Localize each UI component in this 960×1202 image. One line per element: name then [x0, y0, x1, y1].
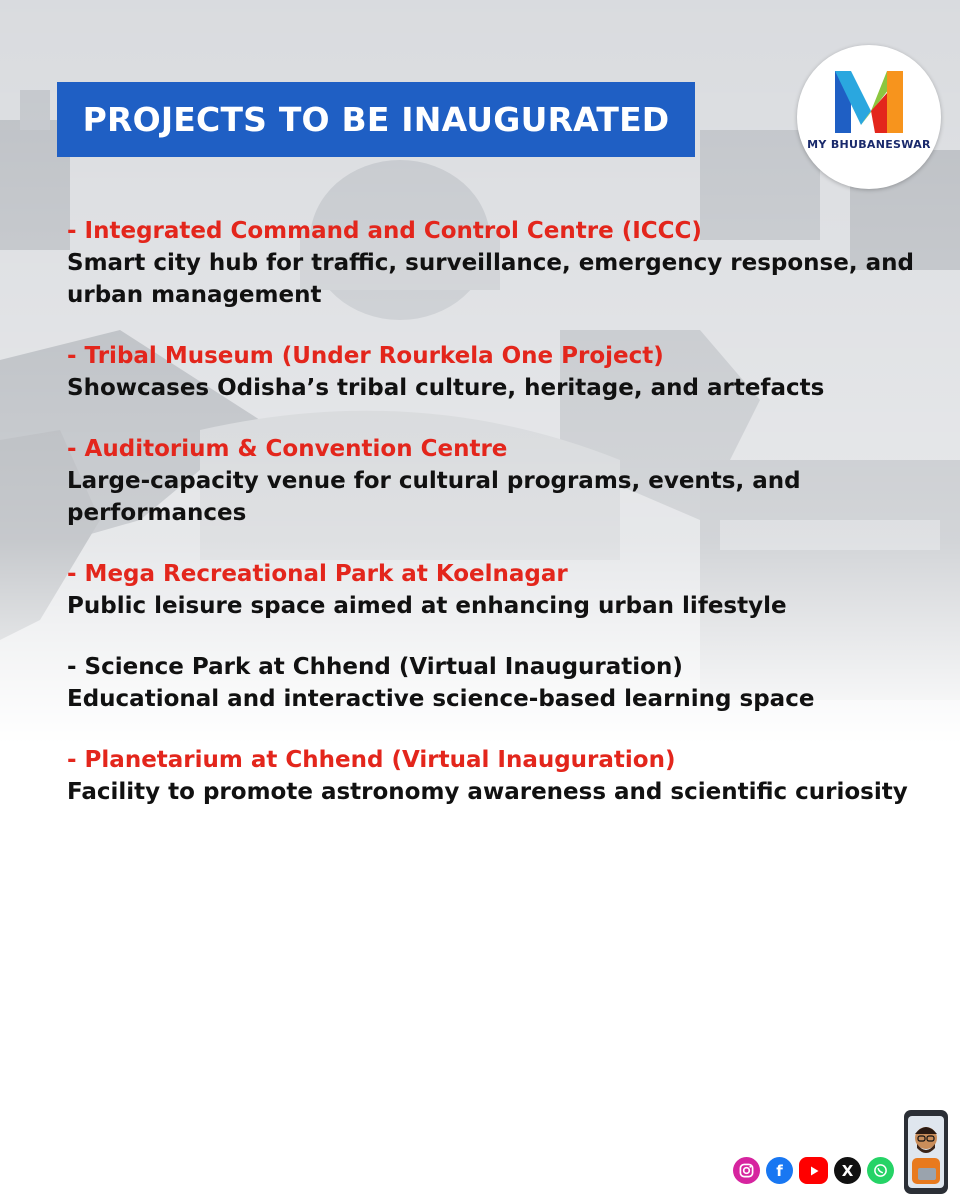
- project-title: - Science Park at Chhend (Virtual Inauguration): [67, 654, 683, 680]
- project-description: Facility to promote astronomy awareness and scientific curiosity: [67, 779, 908, 805]
- project-title: - Planetarium at Chhend (Virtual Inauguration): [67, 747, 676, 773]
- list-item: [67, 651, 937, 715]
- my-bhubaneswar-m-logo-icon: [831, 63, 907, 135]
- brand-logo: [797, 45, 941, 189]
- project-description: Public leisure space aimed at enhancing urban lifestyle: [67, 593, 787, 619]
- instagram-icon[interactable]: [733, 1157, 760, 1184]
- project-description: Smart city hub for traffic, surveillance, emergency response, and urban management: [67, 250, 914, 308]
- facebook-icon[interactable]: [766, 1157, 793, 1184]
- project-description: Showcases Odisha’s tribal culture, heritage, and artefacts: [67, 375, 825, 401]
- project-title: - Mega Recreational Park at Koelnagar: [67, 561, 568, 587]
- list-item: [67, 433, 937, 529]
- whatsapp-icon[interactable]: [867, 1157, 894, 1184]
- x-icon[interactable]: [834, 1157, 861, 1184]
- social-links: [733, 1157, 894, 1185]
- x-glyph: X: [841, 1161, 854, 1180]
- logo-text: MY BHUBANESWAR: [807, 138, 931, 151]
- project-description: Educational and interactive science-based learning space: [67, 686, 815, 712]
- project-title: - Integrated Command and Control Centre (ICCC): [67, 218, 702, 244]
- mascot-illustration: [898, 1108, 954, 1198]
- project-list: [67, 215, 937, 837]
- project-description: Large-capacity venue for cultural programs, events, and performances: [67, 468, 801, 526]
- list-item: [67, 340, 937, 404]
- list-item: [67, 215, 937, 311]
- list-item: [67, 558, 937, 622]
- project-title: - Auditorium & Convention Centre: [67, 436, 508, 462]
- youtube-icon[interactable]: [799, 1157, 828, 1184]
- project-title: - Tribal Museum (Under Rourkela One Project): [67, 343, 664, 369]
- facebook-glyph: f: [776, 1161, 783, 1180]
- list-item: [67, 744, 937, 808]
- page-title: PROJECTS TO BE INAUGURATED: [57, 82, 695, 157]
